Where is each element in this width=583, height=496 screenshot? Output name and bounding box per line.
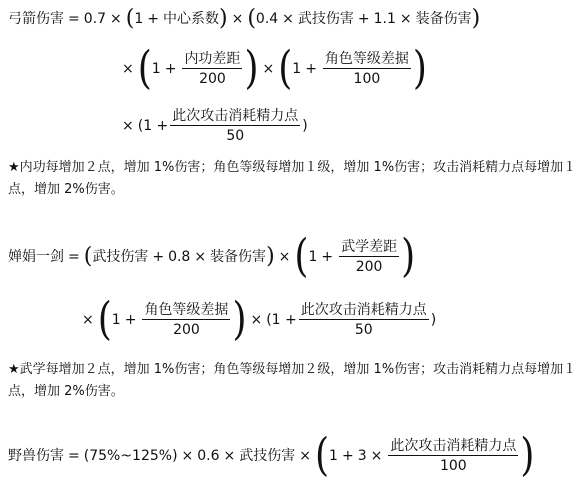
times-sign: × xyxy=(194,249,207,265)
note-bow-damage: ★内功每增加２点，增加 1%伤害；角色等级每增加１级，增加 1%伤害；攻击消耗精力点每增加１点，增加 2%伤害。 xyxy=(8,160,577,197)
weapon-skill-damage: 武技伤害 xyxy=(239,448,296,464)
multiplier-three: 3 xyxy=(357,448,367,464)
equals-sign: = xyxy=(68,11,80,27)
equipment-damage: 装备伤害 xyxy=(415,11,472,27)
times-sign: × xyxy=(122,61,134,77)
plus-sign: + xyxy=(357,11,370,27)
times-sign: × xyxy=(122,118,134,134)
open-one-plus: (1 + xyxy=(266,312,297,328)
fraction-energy xyxy=(170,109,300,143)
times-sign: × xyxy=(250,312,263,328)
fraction-numerator: 此次攻击消耗精力点 xyxy=(172,108,299,124)
one-term: 1 xyxy=(308,249,318,265)
times-sign: × xyxy=(370,448,383,464)
fraction-numerator: 角色等级差据 xyxy=(144,302,229,318)
fraction-level-diff xyxy=(142,303,230,337)
fraction-numerator: 角色等级差据 xyxy=(324,51,409,67)
close-paren: ) xyxy=(401,230,416,282)
equipment-coef: 1.1 xyxy=(373,11,396,27)
equals-sign: = xyxy=(68,448,80,464)
times-sign: × xyxy=(399,11,412,27)
formula1-label: 弓箭伤害 xyxy=(8,11,64,27)
fraction-denominator: 200 xyxy=(173,322,200,338)
equals-sign: = xyxy=(68,249,80,265)
open-paren: ( xyxy=(278,42,293,94)
plus-sign: + xyxy=(305,61,317,77)
formula2-line1 xyxy=(8,226,415,288)
fraction-denominator: 50 xyxy=(354,322,373,338)
weapon-skill-coef: 0.4 xyxy=(255,11,279,27)
close-paren: ) xyxy=(232,293,247,345)
one-term: 1 xyxy=(292,61,302,77)
plus-sign: + xyxy=(147,11,159,27)
weapon-skill-damage: 武技伤害 xyxy=(92,249,149,265)
close-paren: ) xyxy=(244,42,259,94)
times-sign: × xyxy=(282,11,294,27)
formula1-line2 xyxy=(118,38,427,100)
random-range: (75%~125%) xyxy=(83,448,178,464)
fraction-numerator: 武学差距 xyxy=(341,239,398,255)
coefficient: 0.6 xyxy=(197,448,220,464)
coefficient: 0.7 xyxy=(83,11,106,27)
times-sign: × xyxy=(110,11,122,27)
one-term: 1 xyxy=(151,61,161,77)
plus-sign: + xyxy=(321,249,334,265)
one-term: 1 xyxy=(329,448,338,464)
open-paren: ( xyxy=(83,244,93,269)
times-sign: × xyxy=(181,448,194,464)
one-term: 1 xyxy=(111,312,121,328)
times-sign: × xyxy=(262,61,275,77)
formula1-line3 xyxy=(118,104,308,148)
weapon-skill-damage: 武技伤害 xyxy=(297,11,354,27)
fraction-numerator: 此次攻击消耗精力点 xyxy=(390,438,517,454)
plus-sign: + xyxy=(124,312,137,328)
center-coefficient: 中心系数 xyxy=(162,11,219,27)
fraction-energy xyxy=(299,303,429,337)
plus-sign: + xyxy=(341,448,354,464)
open-one-plus: (1 + xyxy=(137,118,169,134)
plus-sign: + xyxy=(152,249,165,265)
formula3-line1 xyxy=(8,428,534,484)
fraction-denominator: 50 xyxy=(226,128,245,144)
open-paren: ( xyxy=(247,6,256,31)
close-paren: ) xyxy=(266,244,275,269)
coefficient: 0.8 xyxy=(168,249,191,265)
times-sign: × xyxy=(223,448,236,464)
open-paren: ( xyxy=(315,429,330,481)
one-term: 1 xyxy=(134,11,144,27)
times-sign: × xyxy=(231,11,244,27)
formula2-label: 婵娟一剑 xyxy=(8,249,64,265)
open-paren: ( xyxy=(125,6,135,31)
times-sign: × xyxy=(278,249,291,265)
formula3-label: 野兽伤害 xyxy=(8,448,64,464)
equipment-damage: 装备伤害 xyxy=(210,249,267,265)
open-paren: ( xyxy=(294,230,309,282)
times-sign: × xyxy=(82,312,94,328)
fraction-martial-diff xyxy=(339,240,399,274)
fraction-numerator: 内功差距 xyxy=(184,51,241,67)
fraction-level-diff xyxy=(323,52,411,86)
formula1-line1 xyxy=(8,5,480,33)
note-chanjuan-sword: ★武学每增加２点，增加 1%伤害；角色等级每增加２级，增加 1%伤害；攻击消耗精力点每增加１点，增加 2%伤害。 xyxy=(8,362,577,399)
fraction-denominator: 100 xyxy=(353,71,381,87)
close-paren: ) xyxy=(430,312,437,328)
close-paren: ) xyxy=(218,6,228,31)
close-paren: ) xyxy=(302,118,308,134)
close-paren: ) xyxy=(471,6,481,31)
close-paren: ) xyxy=(412,42,427,94)
times-sign: × xyxy=(299,448,311,464)
fraction-denominator: 200 xyxy=(199,71,226,87)
open-paren: ( xyxy=(137,42,152,94)
fraction-denominator: 200 xyxy=(355,259,383,275)
open-paren: ( xyxy=(97,293,112,345)
fraction-numerator: 此次攻击消耗精力点 xyxy=(300,302,427,318)
fraction-inner-power xyxy=(182,52,242,86)
fraction-energy xyxy=(388,439,518,473)
plus-sign: + xyxy=(164,61,177,77)
formula2-line2 xyxy=(78,290,436,350)
fraction-denominator: 100 xyxy=(439,458,467,474)
close-paren: ) xyxy=(520,429,535,481)
